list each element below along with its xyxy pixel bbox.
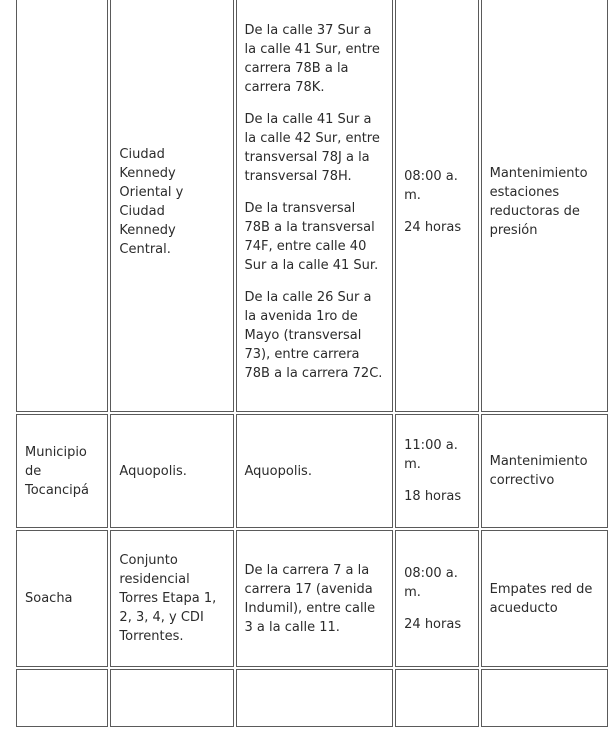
schedule-cell bbox=[395, 0, 478, 412]
neighborhood-cell: Conjunto residencial Torres Etapa 1, 2, 3, 4, y CDI Torrentes. bbox=[110, 530, 233, 667]
neighborhood-cell: Ciudad Kennedy Oriental y Ciudad Kennedy Central. bbox=[110, 0, 233, 412]
duration: 24 horas bbox=[404, 616, 462, 632]
sectors-cell bbox=[236, 414, 394, 528]
table-row bbox=[16, 414, 608, 528]
sector-text: De la calle 37 Sur a la calle 41 Sur, entre carrera 78B a la carrera 78K. bbox=[244, 23, 380, 95]
reason-cell: Empates red de acueducto bbox=[481, 530, 608, 667]
empty-cell bbox=[236, 669, 394, 727]
empty-cell bbox=[110, 669, 233, 727]
reason-cell: Mantenimiento correctivo bbox=[481, 414, 608, 528]
empty-cell bbox=[16, 669, 108, 727]
municipality-cell: Municipio de Tocancipá bbox=[16, 414, 108, 528]
start-time: 11:00 a. m. bbox=[404, 438, 458, 472]
schedule-cell bbox=[395, 414, 478, 528]
sector-text: De la transversal 78B a la transversal 74F, entre calle 40 Sur a la calle 41 Sur. bbox=[244, 201, 379, 273]
empty-cell bbox=[395, 669, 478, 727]
sector-text: De la calle 26 Sur a la avenida 1ro de Mayo (transversal 73), entre carrera 78B a la carrera 72C. bbox=[244, 290, 383, 381]
table-row bbox=[16, 0, 608, 412]
sector-text: De la calle 41 Sur a la calle 42 Sur, entre transversal 78J a la transversal 78H. bbox=[244, 112, 380, 184]
schedule-table bbox=[14, 0, 610, 729]
duration: 24 horas bbox=[404, 220, 462, 235]
empty-cell bbox=[481, 669, 608, 727]
sectors-cell bbox=[236, 0, 394, 412]
municipality-cell: Soacha bbox=[16, 530, 108, 667]
neighborhood-cell: Aquopolis. bbox=[110, 414, 233, 528]
reason-cell: Mantenimiento estaciones reductoras de presión bbox=[481, 0, 608, 412]
table-row bbox=[16, 530, 608, 667]
table-row bbox=[16, 669, 608, 727]
sector-text: De la carrera 7 a la carrera 17 (avenida Indumil), entre calle 3 a la calle 11. bbox=[244, 562, 376, 635]
sector-text: Aquopolis. bbox=[244, 463, 312, 479]
start-time: 08:00 a. m. bbox=[404, 565, 458, 600]
schedule-cell bbox=[395, 530, 478, 667]
municipality-cell bbox=[16, 0, 108, 412]
duration: 18 horas bbox=[404, 489, 462, 504]
sectors-cell bbox=[236, 530, 394, 667]
start-time: 08:00 a. m. bbox=[404, 169, 458, 203]
